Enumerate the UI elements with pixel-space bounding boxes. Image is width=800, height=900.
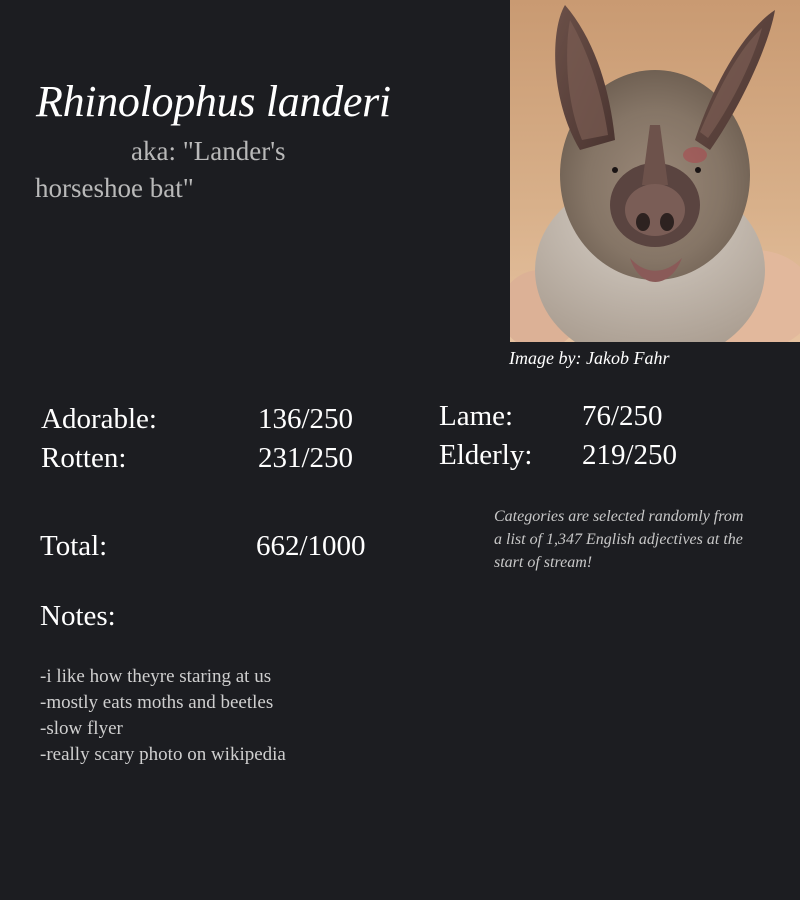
- list-item: -really scary photo on wikipedia: [40, 744, 286, 765]
- list-item: -i like how theyre staring at us: [40, 666, 272, 687]
- notes-list: [40, 664, 286, 768]
- categories-note: Categories are selected randomly from a list of 1,347 English adjectives at the start of stream!: [494, 508, 744, 571]
- score-value-adorable: 136/250: [258, 403, 354, 435]
- score-label-lame: Lame:: [439, 400, 514, 432]
- list-item: -slow flyer: [40, 718, 123, 739]
- total-value: 662/1000: [256, 530, 366, 562]
- total-label: Total:: [40, 530, 108, 562]
- score-value-lame: 76/250: [582, 400, 663, 432]
- common-name-line-1: aka: "Lander's: [131, 136, 286, 166]
- list-item: -mostly eats moths and beetles: [40, 692, 274, 713]
- score-value-rotten: 231/250: [258, 442, 354, 474]
- score-value-elderly: 219/250: [582, 439, 678, 471]
- score-label-adorable: Adorable:: [41, 403, 157, 435]
- score-label-rotten: Rotten:: [41, 442, 127, 474]
- score-label-elderly: Elderly:: [439, 439, 533, 471]
- image-credit: Image by: Jakob Fahr: [509, 348, 670, 368]
- notes-heading: Notes:: [40, 600, 116, 632]
- bat-photo: [510, 0, 800, 342]
- common-name-line-2: horseshoe bat": [35, 173, 194, 203]
- page-title: Rhinolophus landeri: [36, 77, 391, 126]
